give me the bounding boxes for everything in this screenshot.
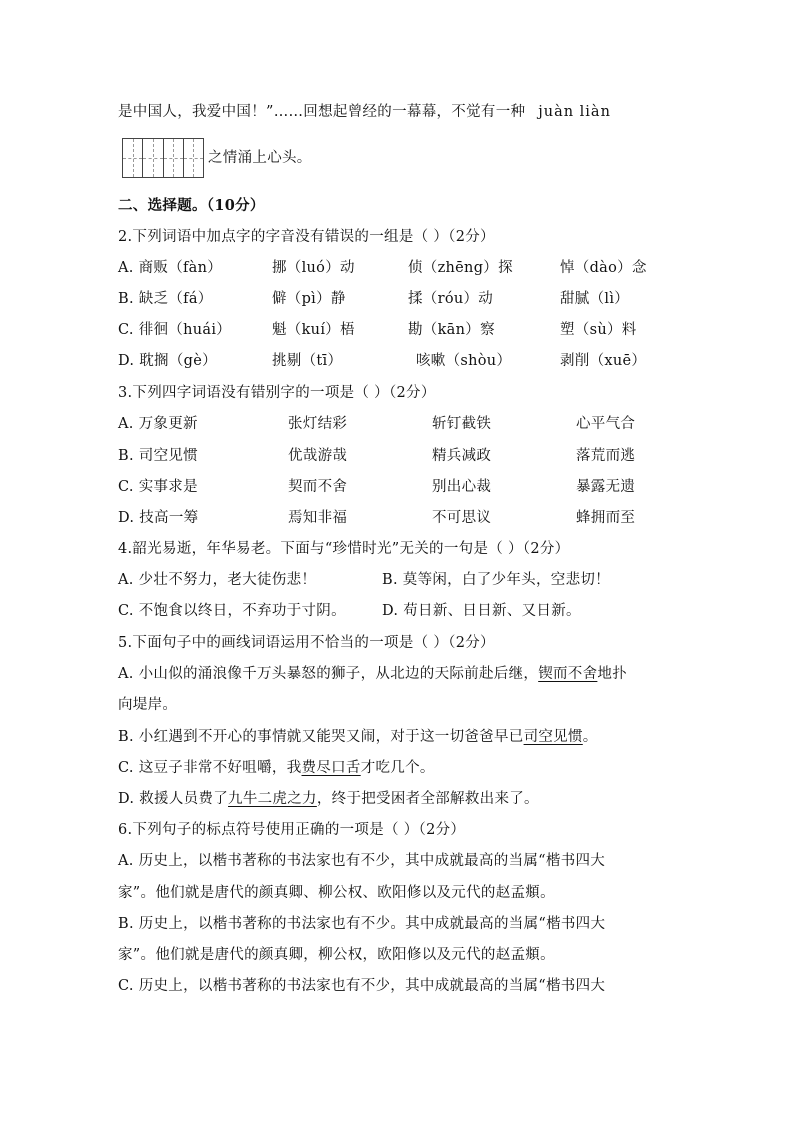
q2-option: A. 商贩（fàn） xyxy=(118,260,223,276)
q5-b-underlined: 司空见惯 xyxy=(523,729,583,745)
q3-option: 斩钉截铁 xyxy=(432,416,492,432)
q3-option: B. 司空见惯 xyxy=(118,448,198,464)
q2-option: 魁（kuí）梧 xyxy=(272,322,355,338)
q3-option: 精兵减政 xyxy=(432,448,492,464)
grid-cell xyxy=(164,139,184,177)
q5-option-a-cont: 向堤岸。 xyxy=(118,697,178,713)
q6-option-a-cont: 家”。他们就是唐代的颜真卿、柳公权、欧阳修以及元代的赵孟頫。 xyxy=(118,885,555,901)
q5-d-underlined: 九牛二虎之力 xyxy=(228,791,317,807)
q4-option: A. 少壮不努力，老大徒伤悲！ xyxy=(118,572,317,588)
intro-text: 是中国人，我爱中国！”……回想起曾经的一幕幕，不觉有一种 xyxy=(118,104,526,120)
q2-option: 剥削（xuē） xyxy=(560,353,647,369)
q5-option-d xyxy=(118,789,539,809)
q2-option: 勘（kān）察 xyxy=(408,322,495,338)
q2-option: 僻（pì）静 xyxy=(272,291,346,307)
q2-option: 侦（zhēng）探 xyxy=(408,260,513,276)
q3-option: 张灯结彩 xyxy=(288,416,348,432)
section-title: 二、选择题。（10分） xyxy=(118,197,265,214)
q6-option-b-cont: 家”。他们就是唐代的颜真卿，柳公权，欧阳修以及元代的赵孟頫。 xyxy=(118,947,555,963)
q5-b-text-end: 。 xyxy=(582,729,598,745)
q3-option: D. 技高一筹 xyxy=(118,510,199,526)
q4-option: C. 不饱食以终日，不弃功于寸阴。 xyxy=(118,603,346,619)
grid-cell xyxy=(123,139,143,177)
q5-c-text-end: 才吃几个。 xyxy=(360,760,435,776)
q2-stem: 2.下列词语中加点字的字音没有错误的一组是（ ）（2分） xyxy=(118,229,495,245)
q3-option: A. 万象更新 xyxy=(118,416,198,432)
grid-cell xyxy=(184,139,203,177)
q5-c-underlined: 费尽口舌 xyxy=(301,760,361,776)
intro-line2: 之情涌上心头。 xyxy=(208,150,312,166)
q3-option: 落荒而逃 xyxy=(576,448,636,464)
q5-c-text: C. 这豆子非常不好咀嚼，我 xyxy=(118,760,302,776)
intro-pinyin: juàn liàn xyxy=(538,104,611,120)
q6-option-b: B. 历史上，以楷书著称的书法家也有不少。其中成就最高的当属“楷书四大 xyxy=(118,916,606,932)
q3-option: 蜂拥而至 xyxy=(576,510,636,526)
answer-grid[interactable] xyxy=(122,138,204,178)
q5-option-c xyxy=(118,758,435,778)
q3-stem: 3.下列四字词语没有错别字的一项是（ ）（2分） xyxy=(118,385,436,401)
q5-option-a xyxy=(118,664,627,684)
q3-option: 契而不舍 xyxy=(288,479,348,495)
q2-option: C. 徘徊（huái） xyxy=(118,322,232,338)
q5-d-text-end: ，终于把受困者全部解救出来了。 xyxy=(316,791,539,807)
q4-option: B. 莫等闲，白了少年头，空悲切！ xyxy=(382,572,610,588)
intro-line xyxy=(118,102,611,122)
q3-option: C. 实事求是 xyxy=(118,479,198,495)
q5-a-text: A. 小山似的涌浪像千万头暴怒的狮子，从北边的天际前赴后继， xyxy=(118,666,539,682)
q2-option: B. 缺乏（fá） xyxy=(118,291,213,307)
q5-a-underlined: 锲而不舍 xyxy=(538,666,598,682)
q2-option: 挑剔（tī） xyxy=(272,353,343,369)
q3-option: 别出心裁 xyxy=(432,479,492,495)
q3-option: 焉知非福 xyxy=(288,510,348,526)
q2-option: 咳嗽（shòu） xyxy=(416,353,512,369)
q5-d-text: D. 救援人员费了 xyxy=(118,791,229,807)
q6-option-c: C. 历史上，以楷书著称的书法家也有不少，其中成就最高的当属“楷书四大 xyxy=(118,978,606,994)
q2-option: 挪（luó）动 xyxy=(272,260,355,276)
q2-option: 甜腻（lì） xyxy=(560,291,630,307)
q4-option: D. 苟日新、日日新、又日新。 xyxy=(382,603,581,619)
q5-a-text-end: 地扑 xyxy=(597,666,627,682)
q5-option-b xyxy=(118,727,598,747)
q2-option: D. 耽搁（gè） xyxy=(118,353,217,369)
q6-stem: 6.下列句子的标点符号使用正确的一项是（ ）（2分） xyxy=(118,822,466,838)
q2-option: 塑（sù）料 xyxy=(560,322,637,338)
q2-option: 悼（dào）念 xyxy=(560,260,647,276)
q4-stem: 4.韶光易逝，年华易老。下面与“珍惜时光”无关的一句是（ ）（2分） xyxy=(118,541,570,557)
q2-option: 揉（róu）动 xyxy=(408,291,494,307)
q3-option: 暴露无遗 xyxy=(576,479,636,495)
q3-option: 不可思议 xyxy=(432,510,492,526)
q3-option: 心平气合 xyxy=(576,416,636,432)
q5-stem: 5.下面句子中的画线词语运用不恰当的一项是（ ）（2分） xyxy=(118,635,495,651)
q3-option: 优哉游哉 xyxy=(288,448,348,464)
q5-b-text: B. 小红遇到不开心的事情就又能哭又闹，对于这一切爸爸早已 xyxy=(118,729,524,745)
q6-option-a: A. 历史上，以楷书著称的书法家也有不少，其中成就最高的当属“楷书四大 xyxy=(118,853,606,869)
grid-cell xyxy=(143,139,163,177)
